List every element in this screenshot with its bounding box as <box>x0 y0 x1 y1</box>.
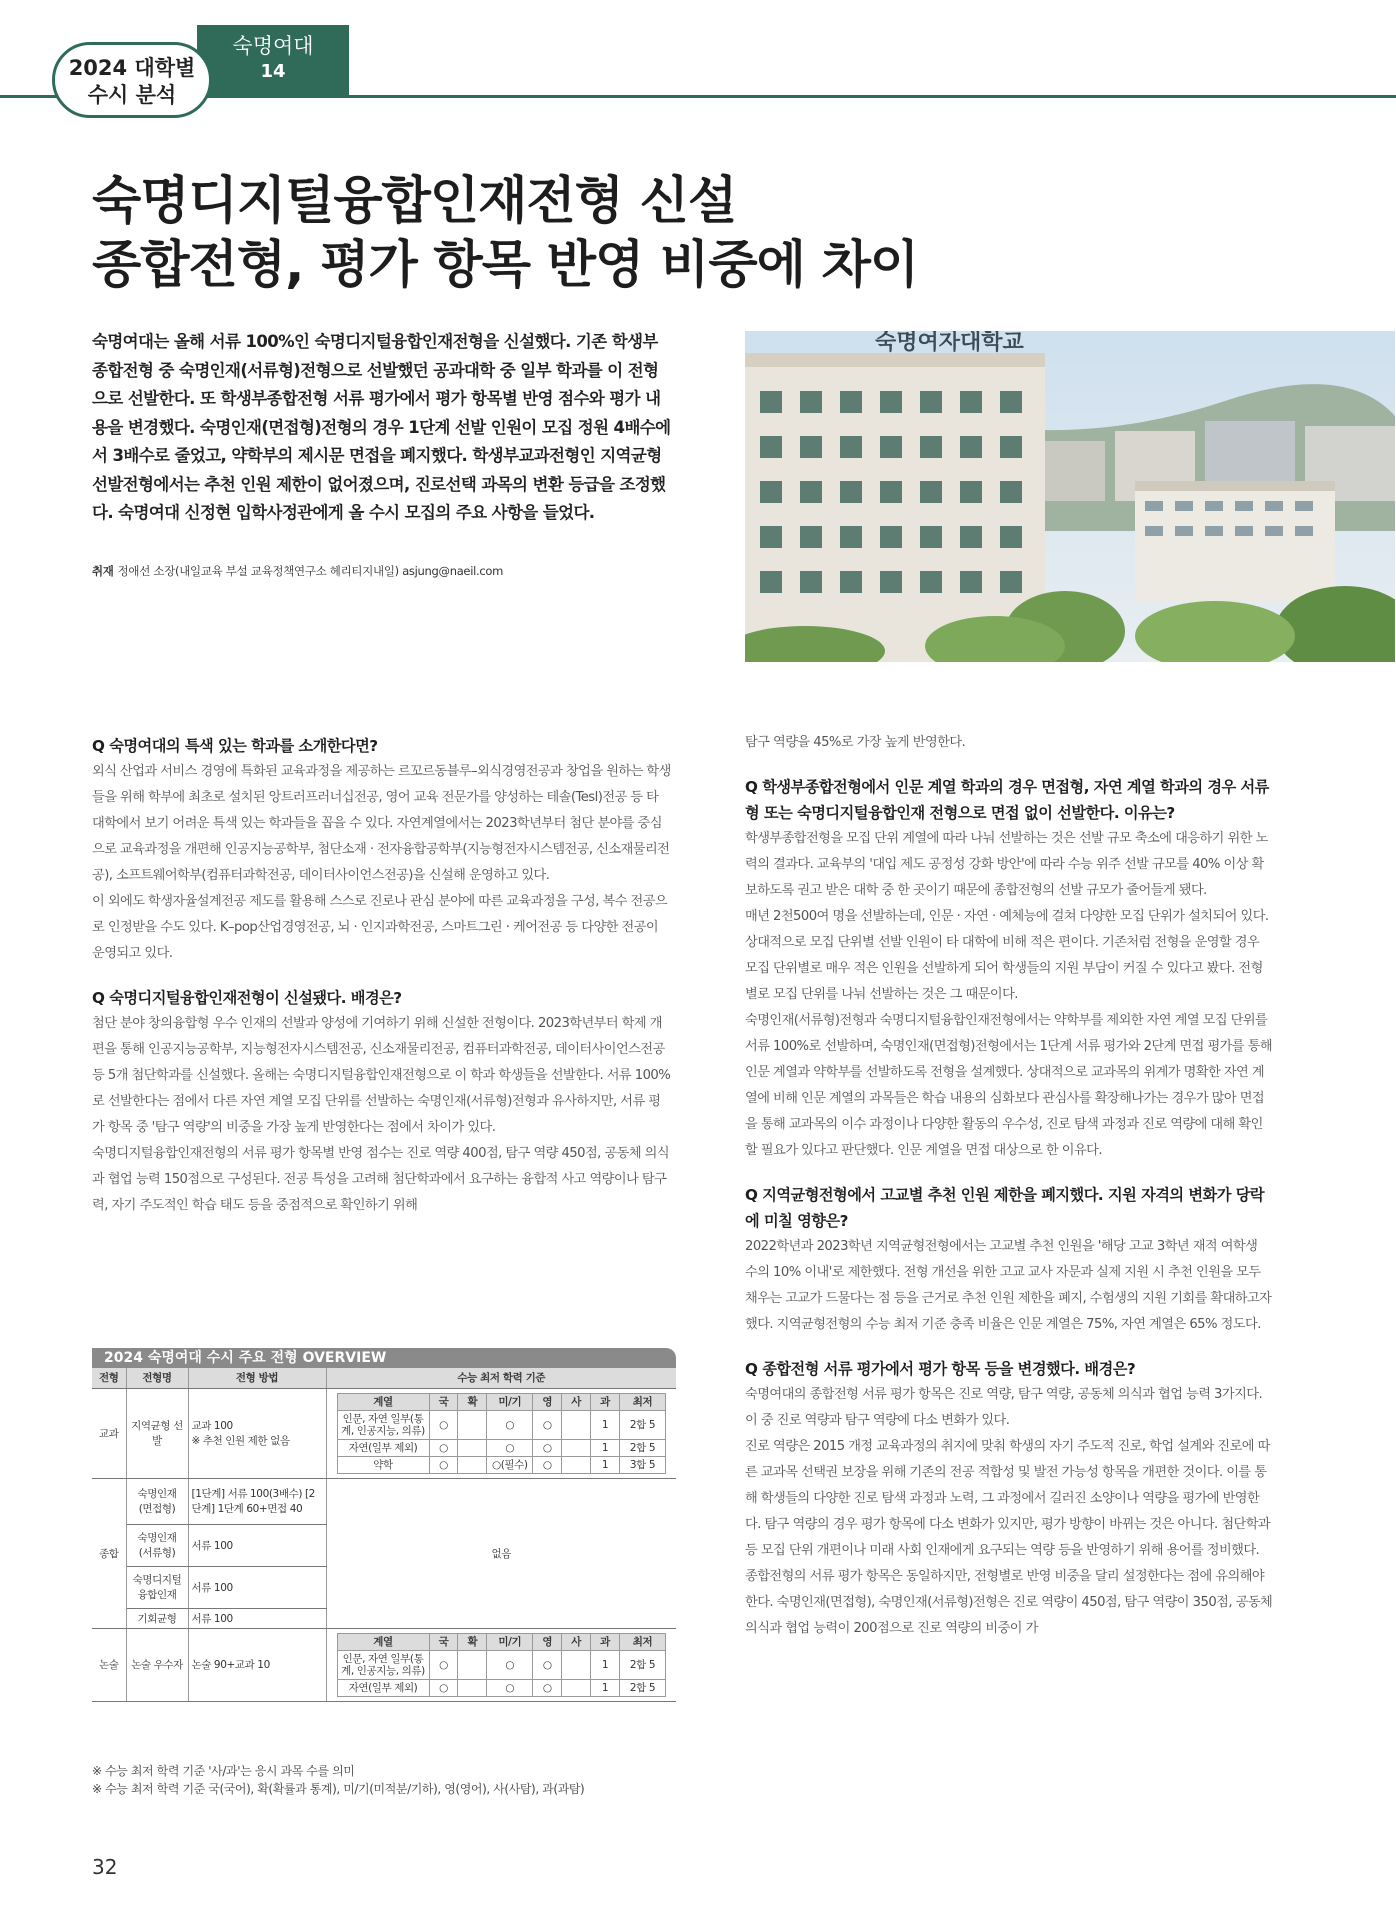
sub-cell <box>458 1679 487 1696</box>
sub-cell <box>562 1679 591 1696</box>
school-tab <box>197 25 349 97</box>
sub-cell: 2합 5 <box>620 1679 666 1696</box>
campus-photo <box>745 331 1395 662</box>
question-heading: Q 종합전형 서류 평가에서 평가 항목 등을 변경했다. 배경은? <box>745 1360 1136 1378</box>
table-row <box>92 1478 676 1524</box>
answer-paragraph: 학생부종합전형을 모집 단위 계열에 따라 나눠 선발하는 것은 선발 규모 축소에 대응하기 위한 노력의 결과다. 교육부의 '대입 제도 공정성 강화 방안'에 따라 수능 위주 선발 규모를 40% 이상 확보하도록 권고 받은 대학 중 한 곳이기 때문에 종합전형의 선발 규모가 줄어들게 됐다. <box>745 831 1268 898</box>
roof-sign: 숙명여자대학교 <box>875 331 1024 355</box>
lead-paragraph: 숙명여대는 올해 서류 100%인 숙명디지털융합인재전형을 신설했다. 기존 학생부종합전형 중 숙명인재(서류형)전형으로 선발했던 공과대학 중 일부 학과를 이 전형으로 선발한다. 또 학생부종합전형 서류 평가에서 평가 항목별 반영 점수와 평가 내용을 변경했다. 숙명인재(면접형)전형의 경우 1단계 선발 인원이 모집 정원 4배수에서 3배수로 줄었고, 약학부의 제시문 면접을 폐지했다. 학생부교과전형인 지역균형선발전형에서는 추천 인원 제한이 없어졌으며, 진로선택 과목의 변환 등급을 조정했다. 숙명여대 신정현 입학사정관에게 올 수시 모집의 주요 사항을 들었다. <box>92 332 671 522</box>
campus-illustration <box>745 331 1395 662</box>
type-cell: 종합 <box>92 1478 126 1628</box>
sub-cell: ○ <box>487 1679 533 1696</box>
col-header: 전형명 <box>126 1368 188 1388</box>
sub-cell: 3합 5 <box>620 1456 666 1473</box>
sub-cell: ○ <box>533 1456 562 1473</box>
table-note: ※ 수능 최저 학력 기준 '사/과'는 응시 과목 수를 의미 <box>92 1764 355 1778</box>
sub-cell: 2합 5 <box>620 1410 666 1439</box>
sub-cell <box>458 1456 487 1473</box>
table-note: ※ 수능 최저 학력 기준 국(국어), 확(확률과 통계), 미/기(미적분/기하), 영(영어), 사(사탐), 과(과탐) <box>92 1782 585 1796</box>
title-line-2: 종합전형, 평가 항목 반영 비중에 차이 <box>92 236 919 295</box>
sub-cell: ○(필수) <box>487 1456 533 1473</box>
sub-header: 국 <box>429 1393 458 1410</box>
sub-cell: 1 <box>591 1439 620 1456</box>
method-cell: [1단계] 서류 100(3배수) [2단계] 1단계 60+면접 40 <box>188 1478 326 1524</box>
answer-paragraph: 숙명여대의 종합전형 서류 평가 항목은 진로 역량, 탐구 역량, 공동체 의식과 협업 능력 3가지다. 이 중 진로 역량과 탐구 역량에 다소 변화가 있다. <box>745 1387 1263 1428</box>
answer-paragraph: 숙명디지털융합인재전형의 서류 평가 항목별 반영 점수는 진로 역량 400점, 탐구 역량 450점, 공동체 의식과 협업 능력 150점으로 구성된다. 전공 특성을 고려해 첨단학과에서 요구하는 융합적 사고 역량이나 탐구력, 자기 주도적인 학습 태도 등을 중점적으로 확인하기 위해 <box>92 1146 670 1213</box>
sub-header: 계열 <box>337 1393 429 1410</box>
sub-header: 최저 <box>620 1633 666 1650</box>
sub-cell: 2합 5 <box>620 1439 666 1456</box>
method-line: 교과 100 <box>191 1420 233 1432</box>
sub-header: 영 <box>533 1633 562 1650</box>
sub-cell: 1 <box>591 1456 620 1473</box>
criteria-subtable <box>337 1633 667 1697</box>
answer-paragraph: 탐구 역량을 45%로 가장 높게 반영한다. <box>745 735 966 750</box>
sub-header: 과 <box>591 1633 620 1650</box>
article-title <box>92 170 918 298</box>
overview-table <box>92 1348 676 1702</box>
sub-cell: 인문, 자연 일부(통계, 인공지능, 의류) <box>337 1410 429 1439</box>
sub-cell: 인문, 자연 일부(통계, 인공지능, 의류) <box>337 1650 429 1679</box>
table-row <box>92 1388 676 1478</box>
question-heading: Q 학생부종합전형에서 인문 계열 학과의 경우 면접형, 자연 계열 학과의 경우 서류형 또는 숙명디지털융합인재 전형으로 면접 없이 선발한다. 이유는? <box>745 778 1269 822</box>
answer-paragraph: 종합전형의 서류 평가 항목은 동일하지만, 전형별로 반영 비중을 달리 설정한다는 점에 유의해야 한다. 숙명인재(면접형), 숙명인재(서류형)전형은 진로 역량이 450점, 탐구 역량이 350점, 공동체 의식과 협업 능력이 200점으로 진로 역량의 비중이 가 <box>745 1569 1273 1636</box>
byline-text: 정애선 소장(내일교육 부설 교육정책연구소 헤리티지내일) asjung@naeil.com <box>117 564 504 578</box>
sub-cell <box>562 1439 591 1456</box>
school-name: 숙명여대 <box>232 34 314 58</box>
sub-cell: 1 <box>591 1679 620 1696</box>
sub-cell: 1 <box>591 1650 620 1679</box>
sub-header: 국 <box>429 1633 458 1650</box>
method-line: ※ 추천 인원 제한 없음 <box>191 1435 290 1447</box>
article-column-left <box>92 733 672 1219</box>
answer-paragraph: 숙명인재(서류형)전형과 숙명디지털융합인재전형에서는 약학부를 제외한 자연 계열 모집 단위를 서류 100%로 선발하며, 숙명인재(면접형)전형에서는 1단계 서류 평가와 2단계 면접 평가를 통해 인문 계열과 약학부를 선발하도록 전형을 설계했다. 상대적으로 교과목의 위계가 명확한 자연 계열에 비해 인문 계열의 과목들은 학습 내용의 심화보다 관심사를 확장해나가는 경우가 많아 면접을 통해 교과목의 이수 과정이나 다양한 활동의 우수성, 진로 탐색 과정과 진로 역량에 대해 확인할 필요가 있다고 판단했다. 인문 계열을 면접 대상으로 한 이유다. <box>745 1013 1273 1158</box>
sub-cell: ○ <box>487 1439 533 1456</box>
question-heading: Q 숙명디지털융합인재전형이 신설됐다. 배경은? <box>92 989 402 1007</box>
overview-grid <box>92 1368 676 1702</box>
type-cell: 교과 <box>92 1388 126 1478</box>
sub-cell: ○ <box>533 1650 562 1679</box>
article-column-right <box>745 730 1273 1642</box>
question-heading: Q 숙명여대의 특색 있는 학과를 소개한다면? <box>92 737 378 755</box>
page-number: 32 <box>92 1855 118 1879</box>
sub-cell: ○ <box>533 1679 562 1696</box>
sub-header: 확 <box>458 1633 487 1650</box>
answer-paragraph: 이 외에도 학생자율설계전공 제도를 활용해 스스로 진로나 관심 분야에 따른 교육과정을 구성, 복수 전공으로 인정받을 수도 있다. K–pop산업경영전공, 뇌 · 인지과학전공, 스마트그린 · 케어전공 등 다양한 전공이 운영되고 있다. <box>92 894 668 961</box>
col-header: 전형 방법 <box>188 1368 326 1388</box>
sub-cell <box>562 1410 591 1439</box>
sub-cell <box>458 1410 487 1439</box>
sub-cell: 2합 5 <box>620 1650 666 1679</box>
sub-cell: 1 <box>591 1410 620 1439</box>
byline <box>92 563 672 579</box>
sub-cell: ○ <box>487 1650 533 1679</box>
name-cell: 논술 우수자 <box>126 1628 188 1701</box>
sub-header: 사 <box>562 1633 591 1650</box>
sub-header: 확 <box>458 1393 487 1410</box>
sub-cell: ○ <box>429 1456 458 1473</box>
min-criteria-cell: 없음 <box>326 1478 676 1628</box>
col-header: 수능 최저 학력 기준 <box>326 1368 676 1388</box>
sub-header: 미/기 <box>487 1393 533 1410</box>
sub-header: 영 <box>533 1393 562 1410</box>
min-criteria-cell <box>326 1388 676 1478</box>
school-number: 14 <box>260 61 286 82</box>
question-heading: Q 지역균형전형에서 고교별 추천 인원 제한을 폐지했다. 지원 자격의 변화가 당락에 미칠 영향은? <box>745 1186 1265 1230</box>
sub-cell: ○ <box>533 1410 562 1439</box>
sub-cell: ○ <box>429 1439 458 1456</box>
name-cell: 숙명인재 (면접형) <box>126 1478 188 1524</box>
name-cell: 기회균형 <box>126 1608 188 1628</box>
sub-cell <box>458 1439 487 1456</box>
sub-header: 과 <box>591 1393 620 1410</box>
answer-paragraph: 진로 역량은 2015 개정 교육과정의 취지에 맞춰 학생의 자기 주도적 진로, 학업 설계와 진로에 따른 교과목 선택권 보장을 위해 기존의 전공 적합성 및 발전 가능성 항목을 개편한 것이다. 이를 통해 학생들의 다양한 진로 탐색 과정과 노력, 그 과정에서 길러진 소양이나 역량을 평가에 반영한다. 탐구 역량의 경우 평가 항목에 다소 변화가 있지만, 평가 방향이 바뀌는 것은 아니다. 첨단학과 등 모집 단위 개편이나 미래 사회 인재에게 요구되는 역량 등을 반영하기 위해 용어를 정비했다. <box>745 1439 1271 1558</box>
criteria-subtable <box>337 1393 667 1474</box>
table-row <box>92 1628 676 1701</box>
sub-cell: ○ <box>429 1650 458 1679</box>
answer-paragraph: 매년 2천500여 명을 선발하는데, 인문 · 자연 · 예체능에 걸쳐 다양한 모집 단위가 설치되어 있다. 상대적으로 모집 단위별 선발 인원이 타 대학에 비해 적은 편이다. 기존처럼 전형을 운영할 경우 모집 단위별로 매우 적은 인원을 선발하게 되어 학생들의 지원 부담이 커질 수 있다고 봤다. 전형별로 모집 단위를 나눠 선발하는 것은 그 때문이다. <box>745 909 1269 1002</box>
answer-paragraph: 외식 산업과 서비스 경영에 특화된 교육과정을 제공하는 르꼬르동블루–외식경영전공과 창업을 원하는 학생들을 위해 학부에 최초로 설치된 앙트러프러너십전공, 영어 교육 전문가를 양성하는 테솔(Tesl)전공 등 타 대학에서 보기 어려운 특색 있는 학과들을 꼽을 수 있다. 자연계열에서는 2023학년부터 첨단 분야를 중심으로 교육과정을 개편해 인공지능공학부, 첨단소재 · 전자융합공학부(지능형전자시스템전공, 신소재물리전공), 소프트웨어학부(컴퓨터과학전공, 데이터사이언스전공)을 신설해 운영하고 있다. <box>92 764 671 883</box>
series-title: 수시 분석 <box>87 83 177 107</box>
method-cell: 서류 100 <box>188 1608 326 1628</box>
table-title: 2024 숙명여대 수시 주요 전형 OVERVIEW <box>92 1348 676 1368</box>
sub-header: 계열 <box>337 1633 429 1650</box>
sub-cell <box>458 1650 487 1679</box>
series-badge <box>52 42 212 118</box>
name-cell: 지역균형 선발 <box>126 1388 188 1478</box>
sub-cell <box>562 1650 591 1679</box>
method-cell <box>188 1388 326 1478</box>
method-cell: 서류 100 <box>188 1566 326 1608</box>
sub-cell: 약학 <box>337 1456 429 1473</box>
sub-cell: ○ <box>487 1410 533 1439</box>
method-cell: 논술 90+교과 10 <box>188 1628 326 1701</box>
series-year: 2024 대학별 <box>68 56 196 80</box>
method-cell: 서류 100 <box>188 1524 326 1566</box>
name-cell: 숙명인재 (서류형) <box>126 1524 188 1566</box>
table-notes <box>92 1762 584 1798</box>
col-header: 전형 <box>92 1368 126 1388</box>
sub-header: 미/기 <box>487 1633 533 1650</box>
sub-cell: ○ <box>429 1679 458 1696</box>
sub-header: 최저 <box>620 1393 666 1410</box>
byline-label: 취재 <box>92 564 114 578</box>
title-line-1: 숙명디지털융합인재전형 신설 <box>92 172 737 231</box>
min-criteria-cell <box>326 1628 676 1701</box>
sub-header: 사 <box>562 1393 591 1410</box>
sub-cell: ○ <box>533 1439 562 1456</box>
sub-cell <box>562 1456 591 1473</box>
sub-cell: ○ <box>429 1410 458 1439</box>
sub-cell: 자연(일부 제외) <box>337 1679 429 1696</box>
answer-paragraph: 첨단 분야 창의융합형 우수 인재의 선발과 양성에 기여하기 위해 신설한 전형이다. 2023학년부터 학제 개편을 통해 인공지능공학부, 지능형전자시스템전공, 신소재물리전공, 컴퓨터과학전공, 데이터사이언스전공 등 5개 첨단학과를 신설했다. 올해는 숙명디지털융합인재전형으로 이 학과 학생들을 선발한다. 서류 100%로 선발한다는 점에서 다른 자연 계열 모집 단위를 선발하는 숙명인재(서류형)전형과 유사하지만, 서류 평가 항목 중 '탐구 역량'의 비중을 가장 높게 반영한다는 점에서 차이가 있다. <box>92 1016 671 1135</box>
name-cell: 숙명디지털 융합인재 <box>126 1566 188 1608</box>
sub-cell: 자연(일부 제외) <box>337 1439 429 1456</box>
answer-paragraph: 2022학년과 2023학년 지역균형전형에서는 고교별 추천 인원을 '해당 고교 3학년 재적 여학생 수의 10% 이내'로 제한했다. 전형 개선을 위한 고교 교사 자문과 실제 지원 시 추천 인원을 모두 채우는 고교가 드물다는 점 등을 근거로 추천 인원 제한을 폐지, 수험생의 지원 기회를 확대하고자 했다. 지역균형전형의 수능 최저 기준 충족 비율은 인문 계열은 75%, 자연 계열은 65% 정도다. <box>745 1239 1272 1332</box>
type-cell: 논술 <box>92 1628 126 1701</box>
